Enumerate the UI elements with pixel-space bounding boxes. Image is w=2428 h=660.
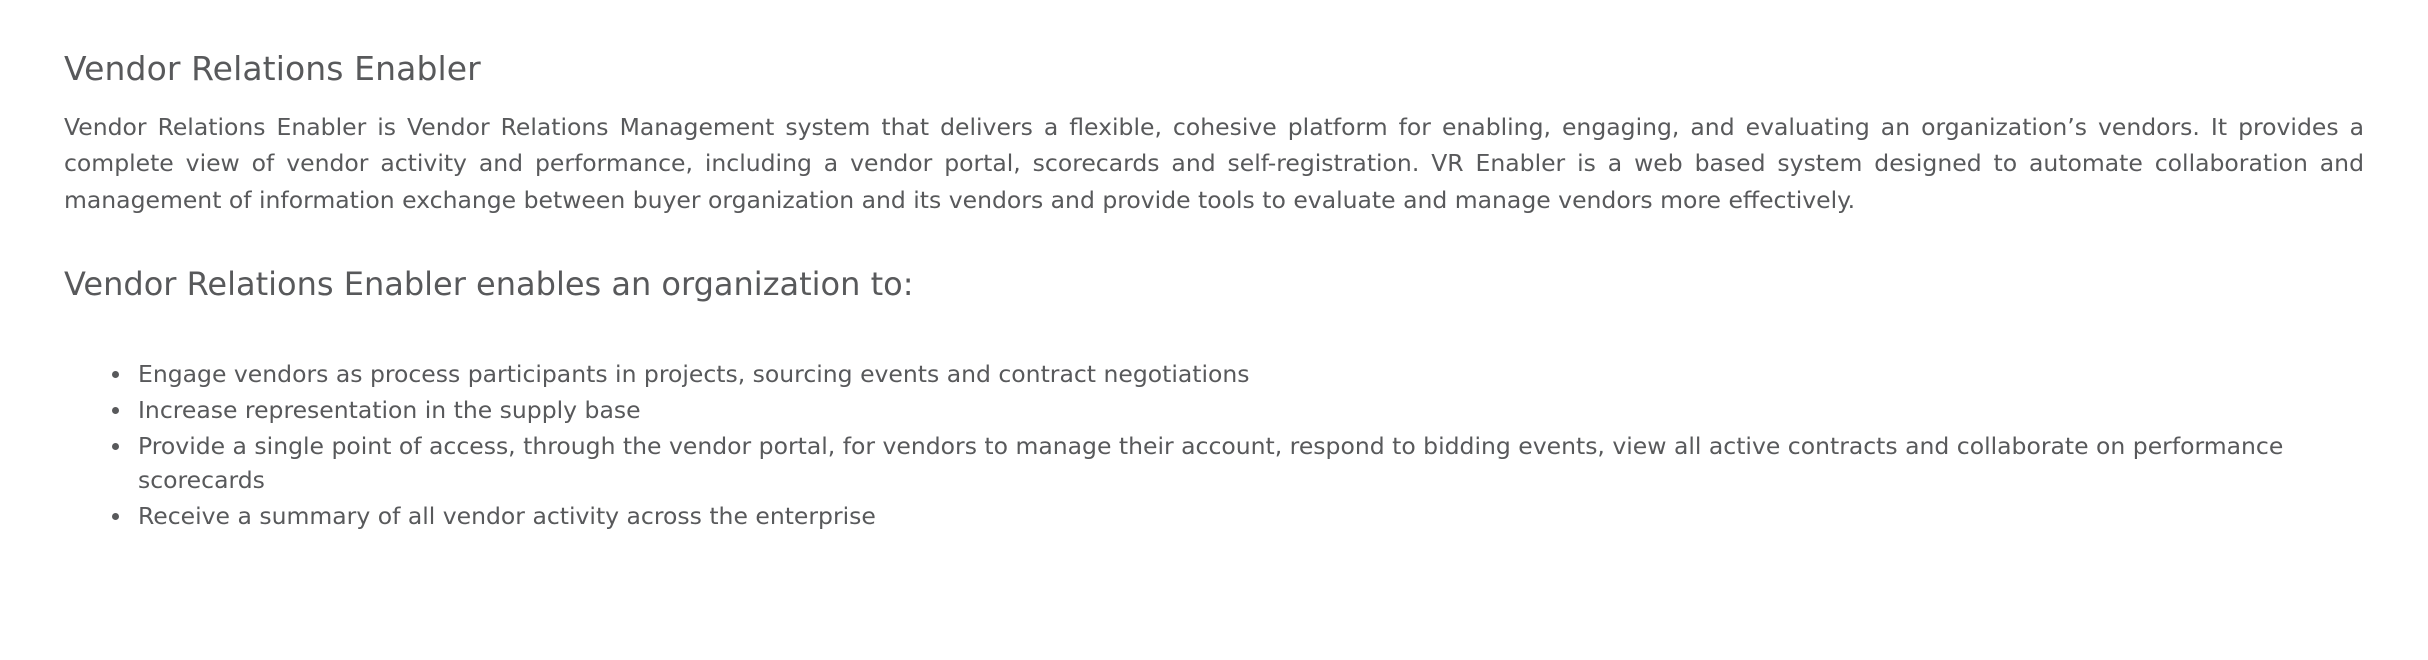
section-heading: Vendor Relations Enabler enables an organization to: <box>64 265 914 304</box>
intro-paragraph: Vendor Relations Enabler is Vendor Relations Management system that delivers a flexible, cohesive platform for enabling, engaging, and evaluating an organization’s vendors. It provides a complete view of vendor activity and performance, including a vendor portal, scorecards and self-registration. VR Enabler is a web based system designed to automate collaboration and management of information exchange between buyer organization and its vendors and provide tools to evaluate and manage vendors more effectively. <box>64 112 2364 214</box>
list-item: Receive a summary of all vendor activity across the enterprise <box>112 500 2364 533</box>
capabilities-list <box>64 358 2364 534</box>
list-item: Provide a single point of access, through the vendor portal, for vendors to manage their account, respond to bidding events, view all active contracts and collaborate on performance scorecards <box>112 430 2364 497</box>
list-item: Increase representation in the supply base <box>112 394 2364 427</box>
page-title: Vendor Relations Enabler <box>64 49 481 88</box>
list-item: Engage vendors as process participants in projects, sourcing events and contract negotiations <box>112 358 2364 391</box>
